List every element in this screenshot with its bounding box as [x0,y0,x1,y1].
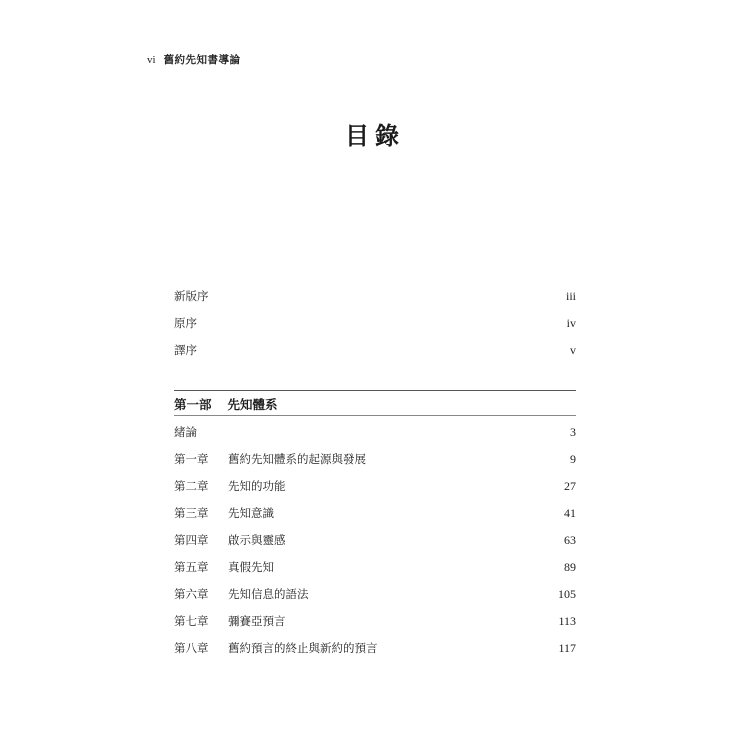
chapter-number: 第三章 [174,506,209,520]
toc-entry-page: 27 [564,479,576,493]
toc-entry-chapter-3[interactable] [174,505,576,521]
chapter-title: 舊約預言的終止與新約的預言 [228,641,378,655]
toc-entry-chapter-4[interactable] [174,532,576,548]
chapter-title: 啟示與靈感 [228,533,286,547]
toc-entry-page: 3 [570,425,576,439]
toc-entry-chapter-5[interactable] [174,559,576,575]
toc-entry-introduction[interactable] [174,424,576,440]
book-title: 舊約先知書導論 [163,54,241,66]
chapter-title: 彌賽亞預言 [228,614,286,628]
chapter-title: 真假先知 [228,560,274,574]
toc-entry-translator-preface[interactable] [174,342,576,358]
toc-entry-label: 譯序 [174,343,197,357]
part-heading [174,395,278,413]
toc-entry-chapter-8[interactable] [174,640,576,656]
toc-entry-page: iv [566,316,576,330]
chapter-title: 舊約先知體系的起源與發展 [228,452,366,466]
toc-entry-label: 緒論 [174,425,197,439]
part-top-rule [174,390,576,391]
toc-entry-chapter-2[interactable] [174,478,576,494]
toc-entry-page: 113 [558,614,576,628]
toc-entry-label: 新版序 [174,289,209,303]
toc-entry-chapter-6[interactable] [174,586,576,602]
toc-entry-page: iii [565,289,576,303]
part-bottom-rule [174,415,576,416]
page-folio: vi [147,54,156,66]
running-head [147,52,241,67]
toc-entry-page: 63 [564,533,576,547]
chapter-title: 先知意識 [228,506,274,520]
chapter-number: 第一章 [174,452,209,466]
part-title: 先知體系 [227,397,278,412]
toc-entry-page: 89 [564,560,576,574]
toc-entry-page: 117 [558,641,576,655]
page-title: 目錄 [345,122,405,150]
chapter-number: 第四章 [174,533,209,547]
chapter-number: 第七章 [174,614,209,628]
toc-entry-new-preface[interactable] [174,288,576,304]
toc-entry-original-preface[interactable] [174,315,576,331]
chapter-title: 先知信息的語法 [228,587,309,601]
toc-entry-page: 105 [558,587,576,601]
toc-entry-page: 9 [570,452,576,466]
toc-entry-chapter-1[interactable] [174,451,576,467]
toc-entry-chapter-7[interactable] [174,613,576,629]
toc-entry-page: 41 [564,506,576,520]
chapter-number: 第八章 [174,641,209,655]
toc-entry-label: 原序 [174,316,197,330]
chapter-number: 第二章 [174,479,209,493]
chapter-number: 第五章 [174,560,209,574]
toc-entry-page: v [570,343,576,357]
part-number: 第一部 [174,397,212,412]
chapter-title: 先知的功能 [228,479,286,493]
chapter-number: 第六章 [174,587,209,601]
